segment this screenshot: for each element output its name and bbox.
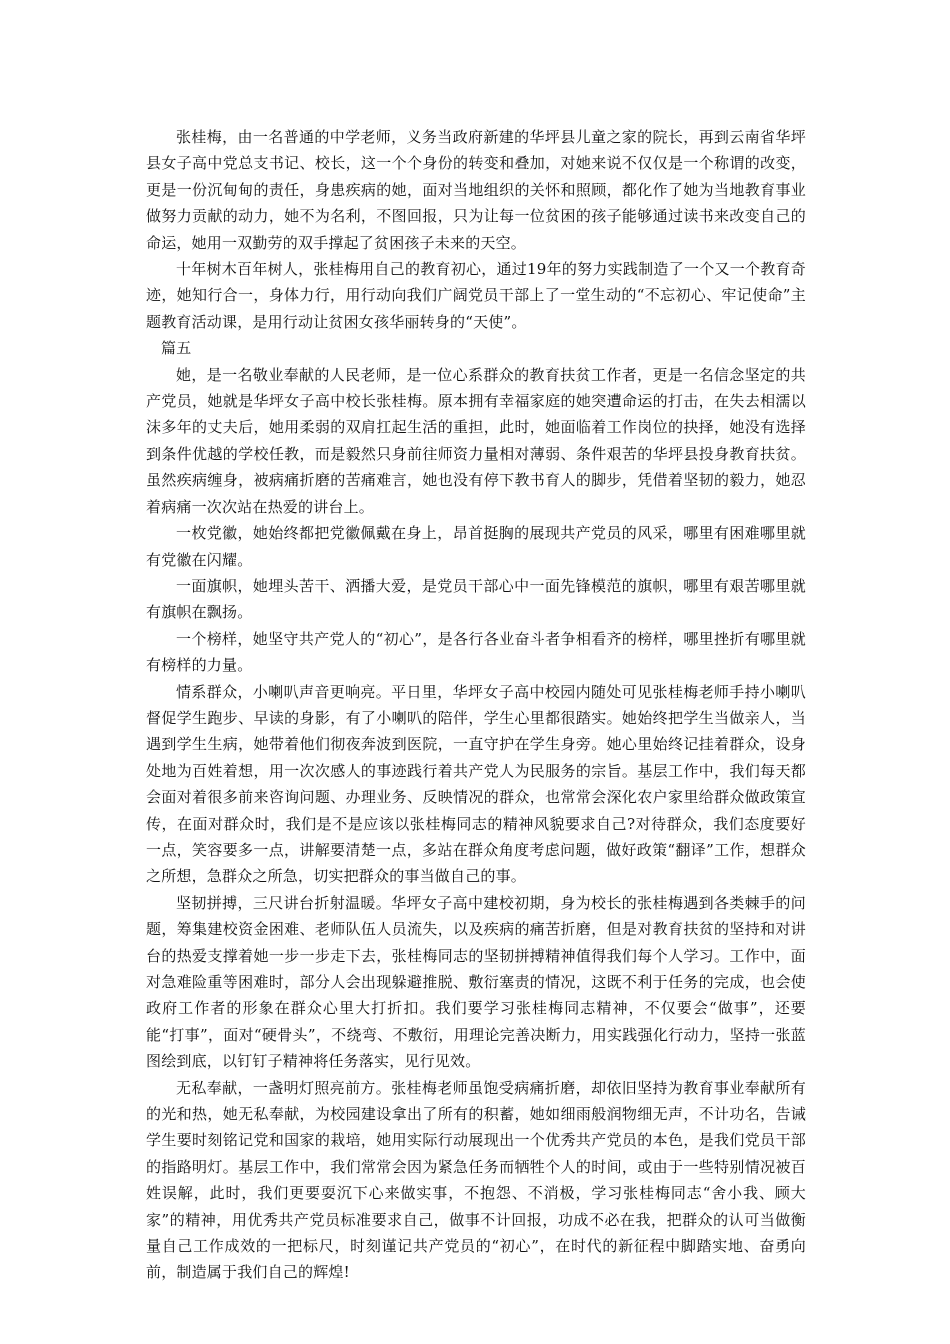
paragraph-section-1: 她，是一名敬业奉献的人民老师，是一位心系群众的教育扶贫工作者，更是一名信念坚定的共产党员，她就是华坪女子高中校长张桂梅。原本拥有幸福家庭的她突遭命运的打击，在失去相濡以沫多年的丈夫后，她用柔弱的双肩扛起生活的重担，此时，她面临着工作岗位的抉择，她没有选择到条件优越的学校任教，而是毅然只身前往师资力量相对薄弱、条件艰苦的华坪县投身教育扶贫。虽然疾病缠身，被病痛折磨的苦痛难言，她也没有停下教书育人的脚步，凭借着坚韧的毅力，她忍着病痛一次次站在热爱的讲台上。 — [146, 365, 806, 516]
paragraph-section-7: 无私奉献，一盏明灯照亮前方。张桂梅老师虽饱受病痛折磨，却依旧坚持为教育事业奉献所有的光和热，她无私奉献，为校园建设拿出了所有的积蓄，她如细雨般润物细无声，不计功名，告诫学生要时刻铭记党和国家的栽培，她用实际行动展现出一个优秀共产党员的本色，是我们党员干部的指路明灯。基层工作中，我们常常会因为紧急任务而牺牲个人的时间，或由于一些特别情况被百姓误解，此时，我们更要耍沉下心来做实事，不抱怨、不消极，学习张桂梅同志“舍小我、顾大家”的精神，用优秀共产党员标准要求自己，做事不计回报，功成不必在我，把群众的认可当做衡量自己工作成效的一把标尺，时刻谨记共产党员的“初心”，在时代的新征程中脚踏实地、奋勇向前，制造属于我们自己的辉煌! — [146, 1078, 806, 1282]
paragraph-section-3: 一面旗帜，她埋头苦干、洒播大爱，是党员干部心中一面先锋模范的旗帜，哪里有艰苦哪里就有旗帜在飘扬。 — [146, 576, 806, 622]
document-page — [146, 124, 806, 1286]
paragraph-section-6: 坚韧拼搏，三尺讲台折射温暖。华坪女子高中建校初期，身为校长的张桂梅遇到各类棘手的问题，筹集建校资金困难、老师队伍人员流失，以及疾病的痛苦折磨，但是对教育扶贫的坚持和对讲台的热爱支撑着她一步一步走下去，张桂梅同志的坚韧拼搏精神值得我们每个人学习。工作中，面对急难险重等困难时，部分人会出现躲避推脱、敷衍塞责的情况，这既不利于任务的完成，也会使政府工作者的形象在群众心里大打折扣。我们要学习张桂梅同志精神，不仅要会“做事”，还要能“打事”，面对“硬骨头”，不绕弯、不敷衍，用理论完善决断力，用实践强化行动力，坚持一张蓝图绘到底，以钉钉子精神将任务落实，见行见效。 — [146, 893, 806, 1071]
paragraph-section-5: 情系群众，小喇叭声音更响亮。平日里，华坪女子高中校园内随处可见张桂梅老师手持小喇叭督促学生跑步、早读的身影，有了小喇叭的陪伴，学生心里都很踏实。她始终把学生当做亲人，当遇到学生生病，她带着他们彻夜奔波到医院，一直守护在学生身旁。她心里始终记挂着群众，设身处地为百姓着想，用一次次感人的事迹践行着共产党人为民服务的宗旨。基层工作中，我们每天都会面对着很多前来咨询问题、办理业务、反映情况的群众，也常常会深化农户家里给群众做政策宣传，在面对群众时，我们是不是应该以张桂梅同志的精神风貌要求自己?对待群众，我们态度要好一点，笑容要多一点，讲解要清楚一点，多站在群众角度考虑问题，做好政策“翻译”工作，想群众之所想，急群众之所急，切实把群众的事当做自己的事。 — [146, 682, 806, 886]
paragraph-intro-1: 张桂梅，由一名普通的中学老师，义务当政府新建的华坪县儿童之家的院长，再到云南省华坪县女子高中党总支书记、校长，这一个个身份的转变和叠加，对她来说不仅仅是一个称谓的改变，更是一份沉甸甸的责任，身患疾病的她，面对当地组织的关怀和照顾，都化作了她为当地教育事业做努力贡献的动力，她不为名利，不图回报，只为让每一位贫困的孩子能够通过读书来改变自己的命运，她用一双勤劳的双手撑起了贫困孩子未来的天空。 — [146, 128, 806, 252]
paragraph-section-2: 一枚党徽，她始终都把党徽佩戴在身上，昂首挺胸的展现共产党员的风采，哪里有困难哪里就有党徽在闪耀。 — [146, 524, 806, 569]
paragraph-section-4: 一个榜样，她坚守共产党人的“初心”，是各行各业奋斗者争相看齐的榜样，哪里挫折有哪里就有榜样的力量。 — [146, 629, 806, 675]
paragraph-intro-2: 十年树木百年树人，张桂梅用自己的教育初心，通过19年的努力实践制造了一个又一个教育奇迹，她知行合一，身体力行，用行动向我们广阔党员干部上了一堂生动的“不忘初心、牢记使命”主题教育活动课，是用行动让贫困女孩华丽转身的“天使”。 — [146, 260, 806, 331]
section-title: 篇五 — [161, 339, 192, 358]
